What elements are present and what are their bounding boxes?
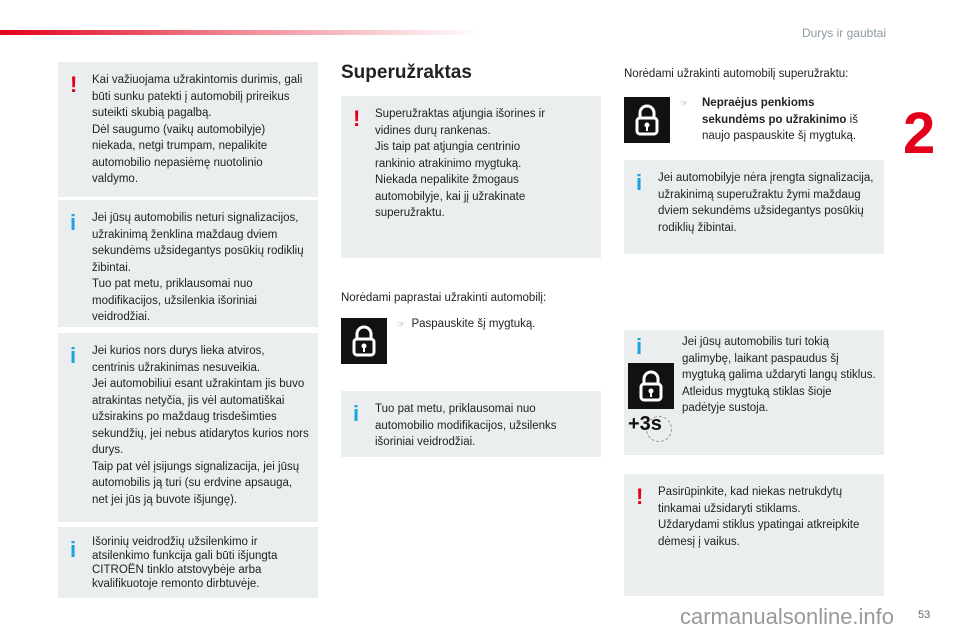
step-bold: Nepraėjus penkioms sekundėms po užrakinimo xyxy=(702,97,847,126)
warning-text: Kai važiuojama užrakintomis durimis, gali būti sunku patekti į automobilį prireikus suteikti skubią pagalbą. Dėl saugumo (vaikų automobilyje) niekada, netgi trumpam, nepalikite automobilio nepasiėmę nuotolinio valdymo. xyxy=(92,74,303,185)
lock-button-icon xyxy=(628,363,674,409)
info-box xyxy=(624,160,884,254)
info-text: Jei jūsų automobilis turi tokią galimybę, laikant paspaudus šį mygtuką galima uždaryti langų stiklus. Atleidus mygtuką stiklas šioje padėtyje sustoja. xyxy=(682,336,876,414)
watermark: carmanualsonline.info xyxy=(680,604,895,629)
page-title: Superužraktas xyxy=(341,62,472,83)
step-rest: iš naujo paspauskite šį mygtuką. xyxy=(702,113,858,142)
chapter-number: 2 xyxy=(903,101,936,166)
info-icon: i xyxy=(636,334,643,359)
info-icon: i xyxy=(70,210,77,235)
info-icon: i xyxy=(70,537,77,562)
warning-icon: ! xyxy=(70,72,78,97)
info-box xyxy=(624,330,884,455)
info-text: Tuo pat metu, priklausomai nuo automobilio modifikacijos, užsilenks išoriniai veidrodžiai. xyxy=(375,403,557,448)
info-icon: i xyxy=(353,401,360,426)
info-text: Jei jūsų automobilis neturi signalizacijos, užrakinimą ženklina maždaug dviem sekundėms užsidegantys posūkių rodiklių žibintai. Tuo pat metu, priklausomai nuo modifikacijos, užsilenkia išoriniai veidrodžiai. xyxy=(92,212,304,323)
info-text: Jei kurios nors durys lieka atviros, centrinis užrakinimas nesuveikia. Jei automobiliui esant užrakintam jis buvo atrakintas netyčia, jis vėl automatiškai užsirakins po maždaug trisdešimties sekundžių, jei nebus atidarytos kurios nors durys. Taip pat vėl įsijungs signalizacija, jei jūsų automobilis ją turi (su erdvine apsauga, net jei jūs ją buvote išjungę). xyxy=(92,345,309,506)
page-number: 53 xyxy=(918,609,931,621)
bullet-icon: ☞ xyxy=(397,319,406,329)
lock-button-icon xyxy=(341,318,387,364)
step-text xyxy=(397,316,535,333)
warning-box xyxy=(341,96,601,258)
step-label: Paspauskite šį mygtuką. xyxy=(411,318,536,330)
lock-button-icon xyxy=(624,97,670,143)
info-text: Jei automobilyje nėra įrengta signalizacija, užrakinimą superužraktu žymi maždaug dviem sekundėms užsidegantys posūkių rodiklių žibintai. xyxy=(658,172,874,234)
info-icon: i xyxy=(70,343,77,368)
lock-intro: Norėdami paprastai užrakinti automobilį: xyxy=(341,292,547,304)
warning-text: Pasirūpinkite, kad niekas netrukdytų tinkamai užsidaryti stiklams. Uždarydami stiklus ypatingai atkreipkite dėmesį į vaikus. xyxy=(658,486,860,548)
bullet-icon: ☞ xyxy=(680,98,689,108)
warning-text: Superužraktas atjungia išorines ir vidines durų rankenas. Jis taip pat atjungia centrinio rankinio atrakinimo mygtuką. Niekada nepalikite žmogaus automobilyje, kai jį užrakinate superužraktu. xyxy=(375,108,546,219)
section-title: Durys ir gaubtai xyxy=(801,26,886,40)
timer-icon xyxy=(628,414,672,442)
superlock-intro: Norėdami užrakinti automobilį superužraktu: xyxy=(624,68,849,80)
info-box xyxy=(58,527,318,598)
step-text xyxy=(680,95,880,145)
info-box xyxy=(58,333,318,522)
info-box xyxy=(341,391,601,457)
timer-label: +3s xyxy=(628,413,662,435)
warning-icon: ! xyxy=(353,106,361,131)
info-text: Išorinių veidrodžių užsilenkimo ir atsilenkimo funkcija gali būti išjungta CITROËN tinklo atstovybėje arba kvalifikuotoje remonto dirbtuvėje. xyxy=(92,536,278,590)
warning-box xyxy=(58,62,318,197)
warning-icon: ! xyxy=(636,484,644,509)
warning-box xyxy=(624,474,884,596)
info-box xyxy=(58,200,318,327)
info-icon: i xyxy=(636,170,643,195)
header-bar xyxy=(0,30,480,35)
